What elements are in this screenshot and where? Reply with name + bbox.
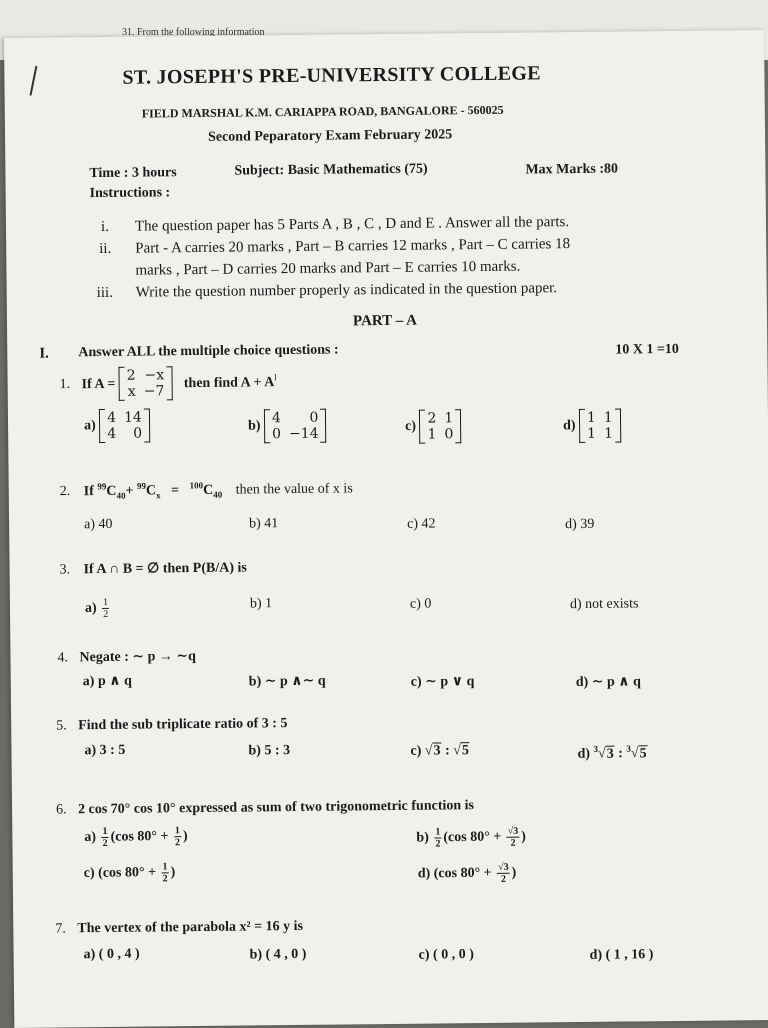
question-prefix: If A = <box>81 376 116 392</box>
section-marks: 10 X 1 =10 <box>615 341 679 358</box>
exam-subject: Subject: Basic Mathematics (75) <box>234 161 428 179</box>
option-b: b) ( 4 , 0 ) <box>249 946 307 963</box>
question-text: The vertex of the parabola x² = 16 y is <box>77 918 304 937</box>
background-sheet-text: 31. From the following information <box>122 27 265 38</box>
option-c: c) 0 <box>409 596 432 612</box>
section-title: Answer ALL the multiple choice questions : <box>78 342 339 361</box>
option-a <box>84 408 150 443</box>
option-d: d) ( 1 , 16 ) <box>589 947 654 963</box>
instruction-text: Write the question number properly as indicated in the question paper. <box>135 280 558 301</box>
pen-mark <box>30 66 38 96</box>
option-c: c) ( 0 , 0 ) <box>418 947 474 963</box>
option-label: d) <box>577 746 591 762</box>
option-label: c) <box>405 418 417 435</box>
question-6 <box>56 798 474 818</box>
option-label: c) <box>410 743 422 759</box>
instruction-text: marks , Part – D carries 20 marks and Part – E carries 10 marks. <box>135 258 521 279</box>
question-paper <box>4 30 768 1028</box>
question-number: 6. <box>56 802 67 818</box>
option-b: b) $\frac{1}{2}$ (cos 80° + $\frac{√3}{2}$ ) <box>416 825 527 850</box>
option-label: d) <box>417 866 431 882</box>
option-d: d) 39 <box>565 516 595 533</box>
question-4 <box>57 648 196 666</box>
matrix-cell: 4 <box>107 425 117 442</box>
matrix-cell: 4 <box>107 409 117 426</box>
option-label: b) <box>416 830 429 846</box>
question-7 <box>55 919 303 938</box>
option-c: c) 42 <box>407 516 436 532</box>
matrix-cell: −14 <box>288 425 319 443</box>
option-label: a) <box>83 418 96 434</box>
option-label: b) <box>247 418 261 434</box>
option-b: b) ∼ p ∧∼ q <box>248 673 326 690</box>
matrix-cell: 2 <box>427 410 437 427</box>
option-a: a) $\frac{1}{2}$ <box>84 596 109 620</box>
option-a: a) ( 0 , 4 ) <box>83 946 140 963</box>
section-number: I. <box>39 345 49 362</box>
college-address: FIELD MARSHAL K.M. CARIAPPA ROAD, BANGALORE - 560025 <box>141 102 504 121</box>
instruction-number: i. <box>100 218 109 235</box>
option-a: a) $\frac{1}{2}$ (cos 80° + $\frac{1}{2}$ ) <box>84 825 188 850</box>
matrix-cell: −7 <box>143 383 165 400</box>
option-c: c) √3 : √5 <box>410 743 470 759</box>
option-b: b) 1 <box>249 596 273 612</box>
option-b: b) 41 <box>249 516 279 532</box>
matrix-cell: 1 <box>586 409 596 426</box>
exam-time: Time : 3 hours <box>89 165 177 182</box>
college-name: ST. JOSEPH'S PRE-UNIVERSITY COLLEGE <box>122 62 541 89</box>
instruction-number: ii. <box>99 240 112 258</box>
combination-expression: If $^{99}C_{40}+ ^{99}C_x = ^{100}C_{40}$ <box>83 479 223 501</box>
option-b: b) 5 : 3 <box>248 743 291 759</box>
matrix-cell: 1 <box>603 425 614 442</box>
question-suffix: then find A + A <box>183 374 275 391</box>
question-number: 5. <box>56 718 67 734</box>
matrix-cell: 1 <box>427 426 437 443</box>
instruction-number: iii. <box>96 284 114 302</box>
option-d <box>563 409 621 444</box>
matrix-cell: 1 <box>603 409 613 426</box>
question-1: 1. If A = 2 −x x −7 then find $A + A^l$ <box>59 367 277 401</box>
question-number: 1. <box>59 376 71 393</box>
option-label: c) <box>83 865 95 881</box>
question-text: If A ∩ B = ∅ then P(B/A) is <box>83 560 247 578</box>
question-text: then the value of x is <box>235 481 353 498</box>
question-number: 7. <box>55 921 66 937</box>
part-heading: PART – A <box>352 312 418 330</box>
question-number: 2. <box>59 483 71 500</box>
instruction-text: The question paper has 5 Parts A , B , C , D and E . Answer all the parts. <box>134 214 570 235</box>
matrix-cell: 0 <box>272 426 282 443</box>
option-d: d) (cos 80° + $\frac{√3}{2}$ ) <box>417 861 517 885</box>
question-text: Find the sub triplicate ratio of 3 : 5 <box>78 716 288 734</box>
matrix-cell: 4 <box>271 410 281 427</box>
option-d: d) $^3$√3 : $^3$√5 <box>577 743 647 762</box>
option-a: a) 40 <box>84 516 113 533</box>
question-2 <box>60 478 353 501</box>
matrix-cell: 0 <box>133 425 143 442</box>
question-3 <box>59 559 246 578</box>
matrix-cell: −x <box>144 367 165 384</box>
option-a: a) p ∧ q <box>82 673 132 690</box>
option-d: d) not exists <box>569 596 639 613</box>
option-label: a) <box>84 600 97 616</box>
matrix-cell: 14 <box>123 409 142 426</box>
option-label: a) <box>84 829 97 845</box>
matrix-cell: 1 <box>587 425 597 442</box>
option-d: d) ∼ p ∧ q <box>575 674 641 691</box>
option-c <box>405 409 462 444</box>
instructions-heading: Instructions : <box>89 185 171 202</box>
question-5 <box>56 716 287 734</box>
instruction-text: Part - A carries 20 marks , Part – B carries 12 marks , Part – C carries 18 <box>135 236 571 257</box>
question-text: Negate : ∼ p → ∼q <box>79 649 196 666</box>
option-b <box>248 409 327 444</box>
matrix-a <box>119 367 173 402</box>
matrix-cell: 0 <box>309 409 319 426</box>
max-marks: Max Marks :80 <box>525 161 619 178</box>
option-c: c) (cos 80° + $\frac{1}{2}$ ) <box>83 861 176 885</box>
question-number: 4. <box>57 650 69 666</box>
option-label: d) <box>563 418 576 434</box>
matrix-cell: 1 <box>444 410 454 427</box>
option-c: c) ∼ p ∨ q <box>410 674 475 690</box>
matrix-cell: 0 <box>444 426 454 443</box>
option-a: a) 3 : 5 <box>84 742 126 759</box>
matrix-cell: 2 <box>126 368 136 385</box>
matrix-cell: x <box>127 384 136 401</box>
question-number: 3. <box>59 562 71 578</box>
exam-title: Second Peparatory Exam February 2025 <box>207 127 453 145</box>
question-text: 2 cos 70° cos 10° expressed as sum of two trigonometric function is <box>78 798 475 818</box>
